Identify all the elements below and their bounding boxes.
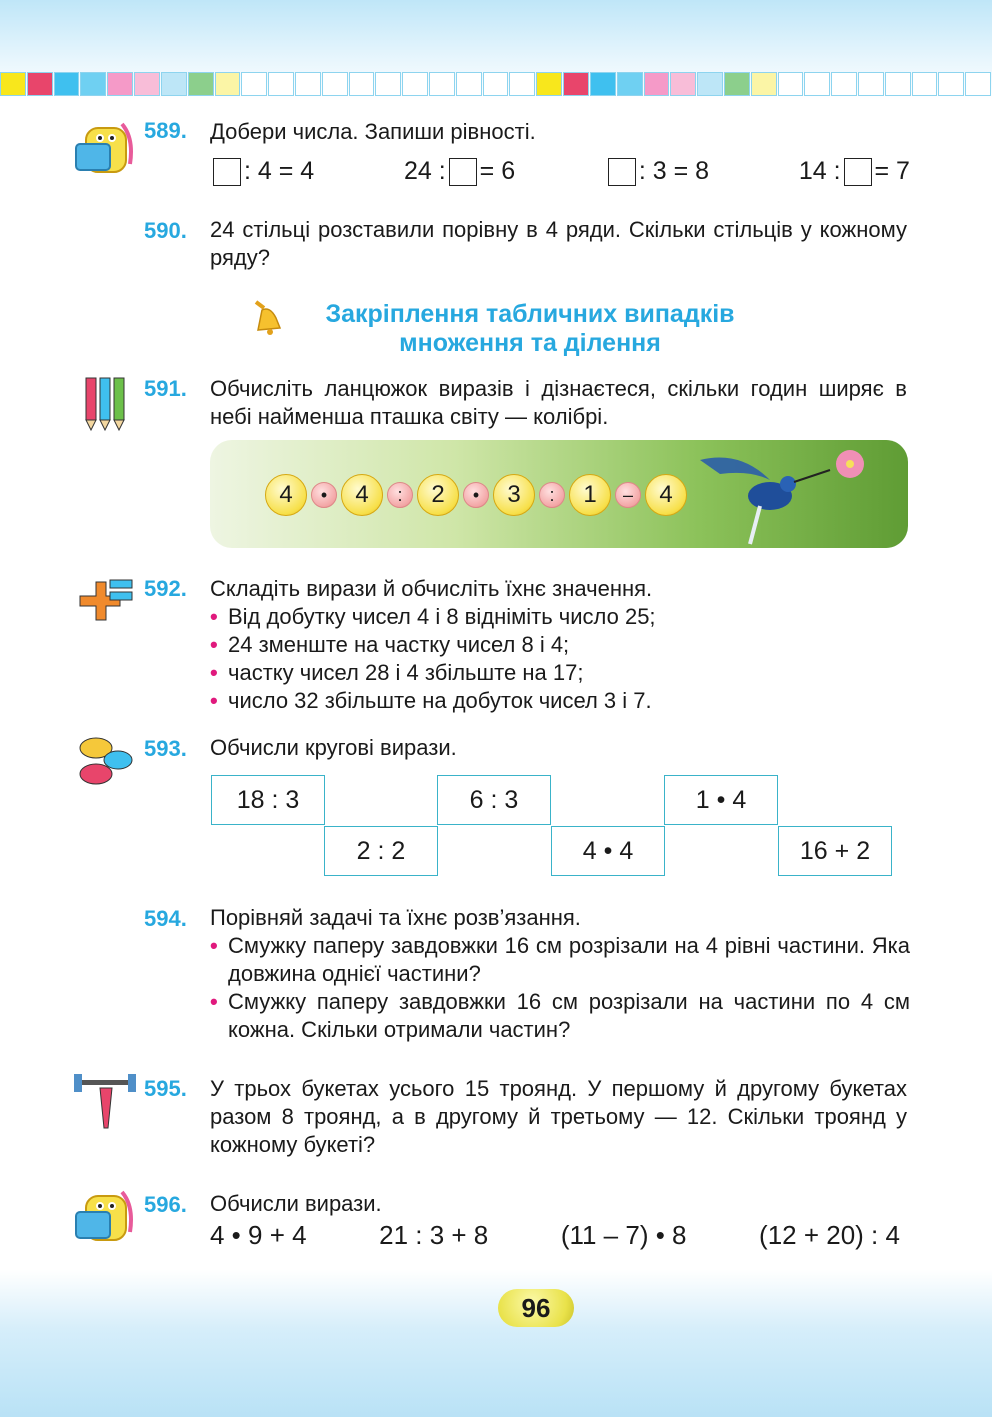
strip-square xyxy=(80,72,106,96)
equation-text: 24 : xyxy=(403,157,446,185)
strip-square xyxy=(724,72,750,96)
strip-square xyxy=(429,72,455,96)
math-signs-mascot-icon xyxy=(72,574,138,634)
page-number: 96 xyxy=(498,1289,574,1327)
chain-operator: • xyxy=(463,482,489,508)
strip-square xyxy=(590,72,616,96)
answer-box[interactable] xyxy=(213,158,241,186)
strip-square xyxy=(322,72,348,96)
equation-2 xyxy=(404,157,515,186)
strip-square xyxy=(670,72,696,96)
fish-mascot-icon xyxy=(72,730,138,790)
color-strip xyxy=(0,72,992,99)
list-item: • Смужку паперу завдовжки 16 см розрізали на 4 рівні частини. Яка довжина однієї частини? xyxy=(210,932,910,988)
chain-number: 4 xyxy=(645,474,687,516)
strip-square xyxy=(483,72,509,96)
heading-line-1: Закріплення табличних випадків xyxy=(325,300,735,328)
heading-line-2: множення та ділення xyxy=(399,329,661,357)
equation-3 xyxy=(605,157,709,186)
list-item: • Смужку паперу завдовжки 16 см розрізали на частини по 4 см кожна. Скільки отримали частин? xyxy=(210,988,910,1044)
exercise-number-590: 590. xyxy=(144,218,187,243)
exercise-594-text: Порівняй задачі та їхнє розв’язання. xyxy=(210,905,581,930)
equation-text: 14 : xyxy=(798,157,841,185)
strip-square xyxy=(349,72,375,96)
strip-square xyxy=(751,72,777,96)
strip-square xyxy=(161,72,187,96)
exercise-number-595: 595. xyxy=(144,1076,187,1101)
chain-operator: – xyxy=(615,482,641,508)
equation-1 xyxy=(210,157,314,186)
weightlifter-mascot-icon xyxy=(72,1072,138,1132)
circular-expression-cell: 16 + 2 xyxy=(778,826,892,876)
exercise-590-text: 24 стільці розставили порівну в 4 ряди. Скільки стільців у кожному ряду? xyxy=(210,217,907,270)
expression: 21 : 3 + 8 xyxy=(379,1220,489,1250)
strip-square xyxy=(617,72,643,96)
exercise-number-593: 593. xyxy=(144,736,187,761)
backpack-mascot-icon xyxy=(72,118,138,178)
equation-text: = 6 xyxy=(479,157,516,185)
exercise-591-text: Обчисліть ланцюжок виразів і дізнаєтеся, скільки годин ширяє в небі найменша пташка світу — колібрі. xyxy=(210,376,907,429)
answer-box[interactable] xyxy=(449,158,477,186)
strip-square xyxy=(54,72,80,96)
hummingbird-icon xyxy=(680,440,908,548)
chain-operator: : xyxy=(539,482,565,508)
strip-square xyxy=(912,72,938,96)
expression: 4 • 9 + 4 xyxy=(210,1220,307,1250)
expression: (12 + 20) : 4 xyxy=(759,1220,900,1250)
exercise-number-591: 591. xyxy=(144,376,187,401)
strip-square xyxy=(804,72,830,96)
chain-operator: • xyxy=(311,482,337,508)
exercise-594-list xyxy=(210,932,910,1044)
chain-number: 2 xyxy=(417,474,459,516)
circular-expression-cell: 1 • 4 xyxy=(664,775,778,825)
equation-text: : 3 = 8 xyxy=(638,157,710,185)
strip-square xyxy=(188,72,214,96)
expression: (11 – 7) • 8 xyxy=(560,1220,687,1250)
chain-number: 1 xyxy=(569,474,611,516)
strip-square xyxy=(241,72,267,96)
strip-square xyxy=(831,72,857,96)
bottom-decor-band xyxy=(0,1270,992,1417)
strip-square xyxy=(644,72,670,96)
strip-square xyxy=(697,72,723,96)
exercise-number-589: 589. xyxy=(144,118,187,143)
equation-row-589 xyxy=(210,157,910,186)
answer-box[interactable] xyxy=(608,158,636,186)
exercise-592-text: Складіть вирази й обчисліть їхнє значення. xyxy=(210,576,653,601)
strip-square xyxy=(536,72,562,96)
strip-square xyxy=(885,72,911,96)
strip-square xyxy=(295,72,321,96)
chain-number: 4 xyxy=(341,474,383,516)
equation-text: = 7 xyxy=(874,157,910,185)
list-item: • число 32 збільште на добуток чисел 3 і 7. xyxy=(210,687,910,715)
strip-square xyxy=(0,72,26,96)
strip-square xyxy=(965,72,991,96)
equation-text: : 4 = 4 xyxy=(244,157,315,185)
section-heading xyxy=(250,300,810,358)
strip-square xyxy=(509,72,535,96)
circular-expression-cell: 4 • 4 xyxy=(551,826,665,876)
backpack-mascot-icon xyxy=(72,1186,138,1246)
strip-square xyxy=(268,72,294,96)
chain-operator: : xyxy=(387,482,413,508)
circular-expression-cell: 18 : 3 xyxy=(211,775,325,825)
pencils-mascot-icon xyxy=(72,374,138,434)
strip-square xyxy=(402,72,428,96)
chain-number: 4 xyxy=(265,474,307,516)
expression-chain xyxy=(265,474,687,516)
exercise-number-596: 596. xyxy=(144,1192,187,1217)
strip-square xyxy=(456,72,482,96)
exercise-589-text: Добери числа. Запиши рівності. xyxy=(210,119,536,144)
expression-row-596 xyxy=(210,1220,900,1251)
list-item: • 24 зменште на частку чисел 8 і 4; xyxy=(210,631,910,659)
exercise-number-594: 594. xyxy=(144,906,187,931)
circular-expression-cell: 6 : 3 xyxy=(437,775,551,825)
strip-square xyxy=(215,72,241,96)
exercise-596-text: Обчисли вирази. xyxy=(210,1191,382,1216)
chain-number: 3 xyxy=(493,474,535,516)
exercise-number-592: 592. xyxy=(144,576,187,601)
strip-square xyxy=(134,72,160,96)
list-item: • Від добутку чисел 4 і 8 відніміть число 25; xyxy=(210,603,910,631)
strip-square xyxy=(938,72,964,96)
strip-square xyxy=(27,72,53,96)
strip-square xyxy=(778,72,804,96)
strip-square xyxy=(563,72,589,96)
strip-square xyxy=(858,72,884,96)
exercise-593-text: Обчисли кругові вирази. xyxy=(210,735,457,760)
hummingbird-banner xyxy=(210,440,908,548)
exercise-592-list xyxy=(210,603,910,715)
strip-square xyxy=(107,72,133,96)
equation-4 xyxy=(799,157,910,186)
list-item: • частку чисел 28 і 4 збільште на 17; xyxy=(210,659,910,687)
answer-box[interactable] xyxy=(844,158,872,186)
strip-square xyxy=(375,72,401,96)
circular-expression-cell: 2 : 2 xyxy=(324,826,438,876)
exercise-595-text: У трьох букетах усього 15 троянд. У першому й другому букетах разом 8 троянд, а в другому й третьому — 12. Скільки троянд у кожному букеті? xyxy=(210,1076,907,1157)
